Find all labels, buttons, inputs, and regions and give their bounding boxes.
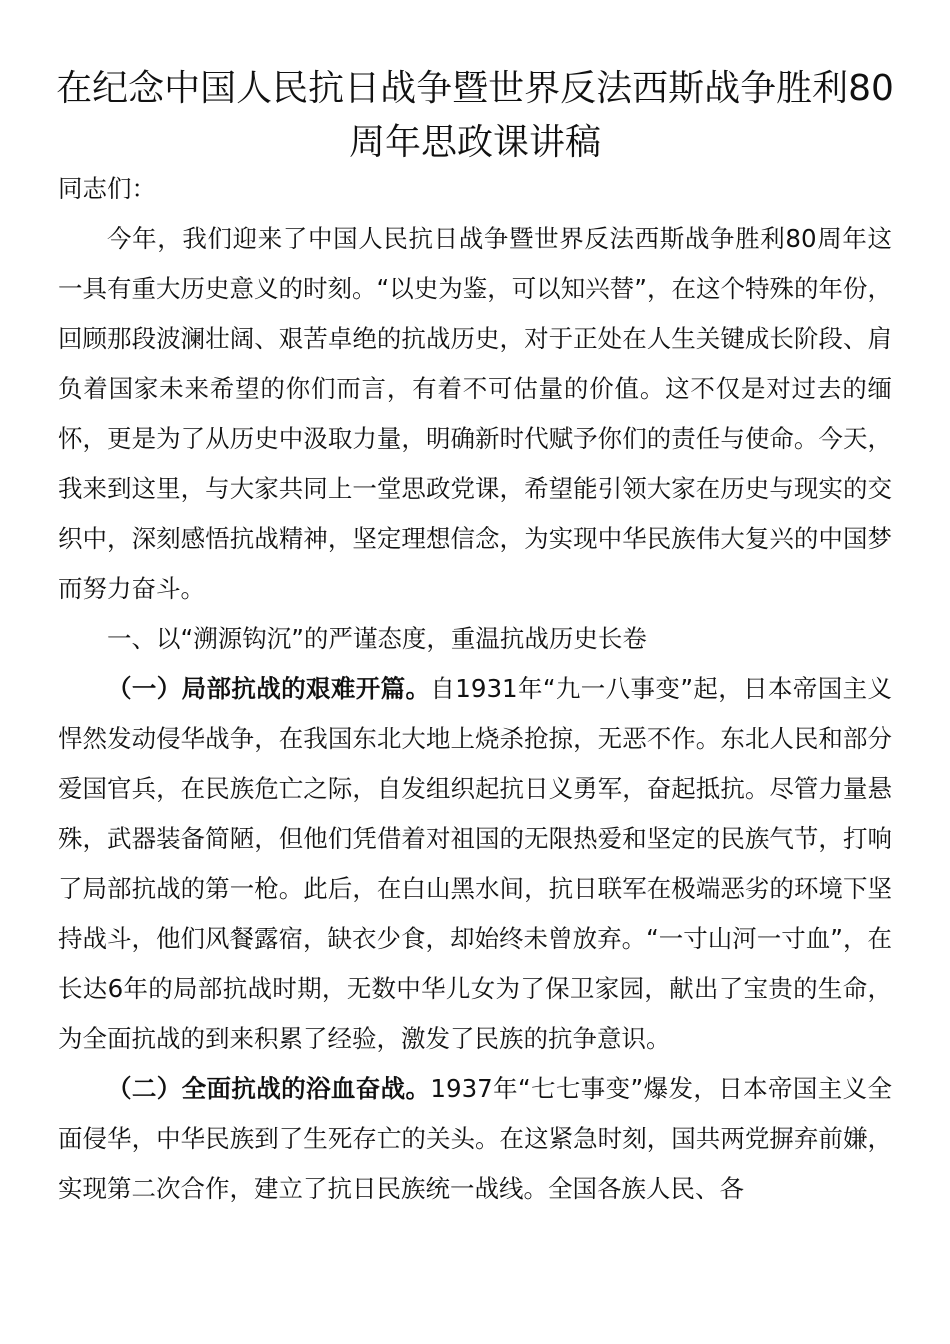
- subsection-heading-2: （二）全面抗战的浴血奋战。: [107, 1074, 431, 1103]
- subsection-text-1: 自1931年“九一八事变”起，日本帝国主义悍然发动侵华战争，在我国东北大地上烧杀抢掠，无恶不作。东北人民和部分爱国官兵，在民族危亡之际，自发组织起抗日义勇军，奋起抵抗。尽管力量悬殊，武器装备简陋，但他们凭借着对祖国的无限热爱和坚定的民族气节，打响了局部抗战的第一枪。此后，在白山黑水间，抗日联军在极端恶劣的环境下坚持战斗，他们风餐露宿，缺衣少食，却始终未曾放弃。“一寸山河一寸血”，在长达6年的局部抗战时期，无数中华儿女为了保卫家园，献出了宝贵的生命，为全面抗战的到来积累了经验，激发了民族的抗争意识。: [58, 674, 893, 1053]
- subsection-paragraph-2: [58, 1064, 892, 1214]
- document-body: [58, 164, 892, 1214]
- subsection-heading-1: （一）局部抗战的艰难开篇。: [107, 674, 431, 703]
- subsection-paragraph-1: [58, 664, 892, 1064]
- intro-paragraph: 今年，我们迎来了中国人民抗日战争暨世界反法西斯战争胜利80周年这一具有重大历史意义的时刻。“以史为鉴，可以知兴替”，在这个特殊的年份，回顾那段波澜壮阔、艰苦卓绝的抗战历史，对于正处在人生关键成长阶段、肩负着国家未来希望的你们而言，有着不可估量的价值。这不仅是对过去的缅怀，更是为了从历史中汲取力量，明确新时代赋予你们的责任与使命。今天，我来到这里，与大家共同上一堂思政党课，希望能引领大家在历史与现实的交织中，深刻感悟抗战精神，坚定理想信念，为实现中华民族伟大复兴的中国梦而努力奋斗。: [58, 224, 892, 603]
- subsection-text-2: 1937年“七七事变”爆发，日本帝国主义全面侵华，中华民族到了生死存亡的关头。在这紧急时刻，国共两党摒弃前嫌，实现第二次合作，建立了抗日民族统一战线。全国各族人民、各: [58, 1074, 893, 1203]
- document-title: 在纪念中国人民抗日战争暨世界反法西斯战争胜利80周年思政课讲稿: [56, 68, 894, 163]
- section-heading-1: 一、以“溯源钩沉”的严谨态度，重温抗战历史长卷: [107, 624, 647, 653]
- greeting: 同志们：: [58, 174, 156, 203]
